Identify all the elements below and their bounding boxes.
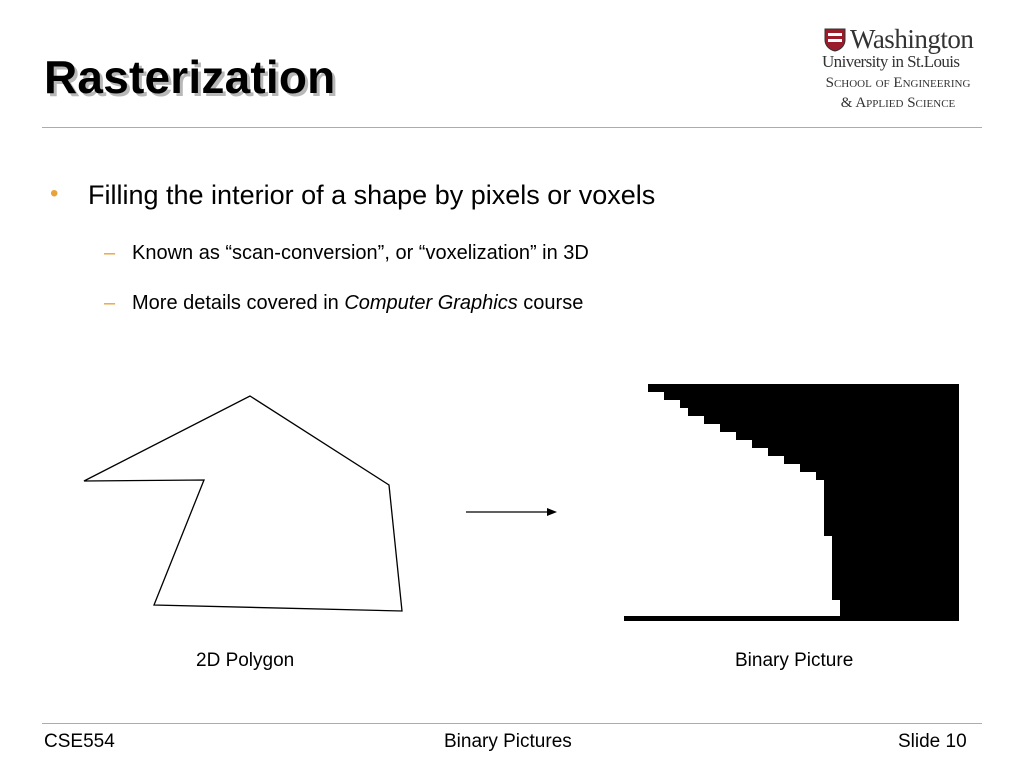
pixel-run <box>624 584 832 592</box>
pixel-run <box>624 440 752 448</box>
pixel-run <box>624 512 824 520</box>
arrow-icon <box>466 508 557 516</box>
footer-course: CSE554 <box>44 731 115 752</box>
pixel-run <box>624 392 664 400</box>
logo-line-school: School of Engineering <box>825 75 971 91</box>
pixel-run <box>624 472 816 480</box>
pixel-run <box>624 384 648 392</box>
footer-topic: Binary Pictures <box>444 731 572 752</box>
footer-divider <box>42 723 982 724</box>
pixel-run <box>624 464 800 472</box>
pixel-run <box>624 560 832 568</box>
bullet-text: Filling the interior of a shape by pixels or voxels <box>88 180 656 210</box>
pixel-run <box>624 600 840 608</box>
pixel-run <box>624 496 824 504</box>
pixel-run <box>624 408 688 416</box>
footer-slide-number: Slide 10 <box>898 731 967 752</box>
pixel-run <box>624 504 824 512</box>
pixel-run <box>624 400 680 408</box>
dash-icon: – <box>104 292 116 314</box>
pixel-run <box>624 552 832 560</box>
pixel-run <box>624 448 768 456</box>
logo-line-applied-science: & Applied Science <box>840 95 956 111</box>
pixel-run <box>624 568 832 576</box>
logo-line-washington: Washington <box>850 24 974 54</box>
bullet-icon: • <box>50 180 59 207</box>
caption-binary-picture: Binary Picture <box>735 650 854 671</box>
pixel-run <box>624 536 832 544</box>
pixel-run <box>624 528 824 536</box>
sub-bullet-course-name: Computer Graphics <box>344 292 518 314</box>
pixel-run <box>624 520 824 528</box>
pixel-run <box>624 456 784 464</box>
pixel-run <box>624 416 704 424</box>
pixel-run <box>624 576 832 584</box>
polygon-outline <box>84 396 402 611</box>
pixel-run <box>624 544 832 552</box>
pixel-run <box>624 488 824 496</box>
sub-bullet-text: Known as “scan-conversion”, or “voxelization” in 3D <box>132 242 589 264</box>
sub-bullet-text-pre: More details covered in <box>132 292 345 314</box>
pixel-run <box>624 608 840 616</box>
pixel-run <box>624 432 736 440</box>
dash-icon: – <box>104 242 116 264</box>
pixel-run <box>624 592 832 600</box>
sub-bullet-text-post: course <box>517 292 584 314</box>
logo-line-university: University in St.Louis <box>822 52 960 71</box>
pixel-run <box>624 424 720 432</box>
slide-title: Rasterization <box>44 51 336 103</box>
pixel-run <box>624 480 824 488</box>
caption-2d-polygon: 2D Polygon <box>196 650 295 671</box>
